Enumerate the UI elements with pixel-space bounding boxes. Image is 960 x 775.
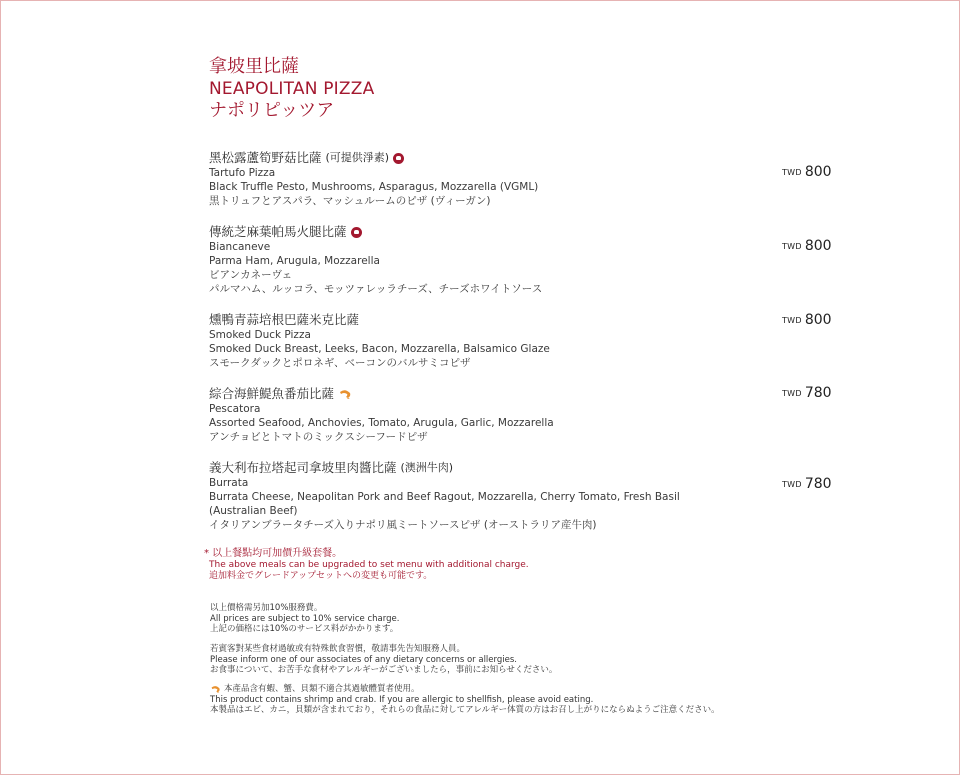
item-name-en: Burrata (209, 477, 249, 489)
item-name-ja: ビアンカネーヴェ (209, 269, 293, 281)
item-desc-ja: イタリアンブラータチーズ入りナポリ風ミートソースピザ (オーストラリア産牛肉) (209, 519, 597, 531)
dietary-zh: 若賓客對某些食材過敏或有特殊飲食習慣，敬請事先告知服務人員。 (210, 644, 466, 654)
menu-item-burrata (209, 460, 849, 532)
shellfish-zh: 本產品含有蝦、蟹、貝類不適合其過敏體質者使用。 (224, 684, 420, 694)
dietary-ja: お食事について、お苦手な食材やアレルギーがございましたら，事前にお知らせください。 (210, 665, 558, 675)
item-name-en: Smoked Duck Pizza (209, 329, 311, 341)
menu-item-pescatora (209, 386, 849, 444)
item-desc-en-2: (Australian Beef) (209, 505, 298, 517)
item-name-en: Tartufo Pizza (209, 167, 276, 179)
menu-item-tartufo (209, 150, 849, 208)
price-value: 800 (804, 164, 832, 180)
shellfish-note (210, 684, 720, 716)
item-name-zh: 綜合海鮮鯷魚番茄比薩 (209, 386, 335, 401)
service-charge-note (210, 603, 399, 635)
vegan-badge-icon (393, 153, 404, 164)
dietary-note (210, 644, 557, 676)
item-price (782, 312, 832, 328)
price-value: 780 (804, 476, 832, 492)
item-name-zh: 黑松露蘆筍野菇比薩 (209, 150, 322, 165)
item-desc-ja: スモークダックとポロネギ、ベーコンのバルサミコピザ (209, 357, 471, 369)
currency-label: TWD (782, 242, 802, 251)
item-desc-ja: 黒トリュフとアスパラ、マッシュルームのピザ (ヴィーガン) (209, 195, 491, 207)
item-name-zh: 義大利布拉塔起司拿坡里肉醬比薩 (209, 460, 397, 475)
upgrade-note (204, 548, 529, 582)
item-name-zh: 傳統芝麻葉帕馬火腿比薩 (209, 224, 347, 239)
currency-label: TWD (782, 480, 802, 489)
shellfish-en: This product contains shrimp and crab. If you are allergic to shellfish, please avoid eating. (210, 694, 594, 705)
item-note: (可提供淨素) (325, 151, 390, 164)
title-zh: 拿坡里比薩 (209, 56, 299, 77)
item-desc-en: Parma Ham, Arugula, Mozzarella (209, 255, 380, 267)
service-ja: 上記の価格には10%のサービス料がかかります。 (210, 624, 399, 634)
item-price (782, 476, 832, 492)
item-name-en: Biancaneve (209, 241, 271, 253)
item-desc-en: Assorted Seafood, Anchovies, Tomato, Arugula, Garlic, Mozzarella (209, 417, 554, 429)
shrimp-icon (210, 685, 221, 694)
shellfish-ja: 本製品はエビ、カニ，貝類が含まれており，それらの食品に対してアレルギー体質の方はお召し上がりにならぬようご注意ください。 (210, 705, 720, 715)
item-name-en: Pescatora (209, 403, 261, 415)
title-ja: ナポリピッツア (209, 100, 335, 121)
price-value: 800 (804, 312, 832, 328)
item-desc-en: Burrata Cheese, Neapolitan Pork and Beef Ragout, Mozzarella, Cherry Tomato, Fresh Basil (209, 491, 680, 503)
price-value: 800 (804, 238, 832, 254)
upgrade-zh: * 以上餐點均可加價升級套餐。 (204, 548, 343, 559)
dietary-en: Please inform one of our associates of any dietary concerns or allergies. (210, 654, 517, 665)
title-en: NEAPOLITAN PIZZA (209, 79, 375, 99)
currency-label: TWD (782, 168, 802, 177)
upgrade-en: The above meals can be upgraded to set menu with additional charge. (209, 560, 529, 570)
item-price (782, 164, 832, 180)
item-note: (澳洲牛肉) (400, 461, 454, 474)
item-price (782, 238, 832, 254)
section-title (209, 56, 374, 122)
service-zh: 以上價格需另加10%服務費。 (210, 603, 323, 613)
item-desc-ja: パルマハム、ルッコラ、モッツァレッラチーズ、チーズホワイトソース (209, 283, 543, 295)
menu-item-biancaneve (209, 224, 849, 296)
item-name-zh: 燻鴨青蒜培根巴薩米克比薩 (209, 312, 360, 327)
menu-item-smoked-duck (209, 312, 849, 370)
shrimp-icon (338, 389, 352, 400)
service-en: All prices are subject to 10% service charge. (210, 613, 400, 624)
item-desc-en: Black Truffle Pesto, Mushrooms, Asparagus, Mozzarella (VGML) (209, 181, 539, 193)
upgrade-ja: 追加料金でグレードアップセットへの変更も可能です。 (209, 571, 433, 581)
price-value: 780 (804, 385, 832, 401)
currency-label: TWD (782, 389, 802, 398)
item-desc-en: Smoked Duck Breast, Leeks, Bacon, Mozzarella, Balsamico Glaze (209, 343, 550, 355)
item-price (782, 385, 832, 401)
chef-recommend-icon (351, 227, 362, 238)
currency-label: TWD (782, 316, 802, 325)
item-desc-ja: アンチョビとトマトのミックスシーフードピザ (209, 431, 428, 443)
